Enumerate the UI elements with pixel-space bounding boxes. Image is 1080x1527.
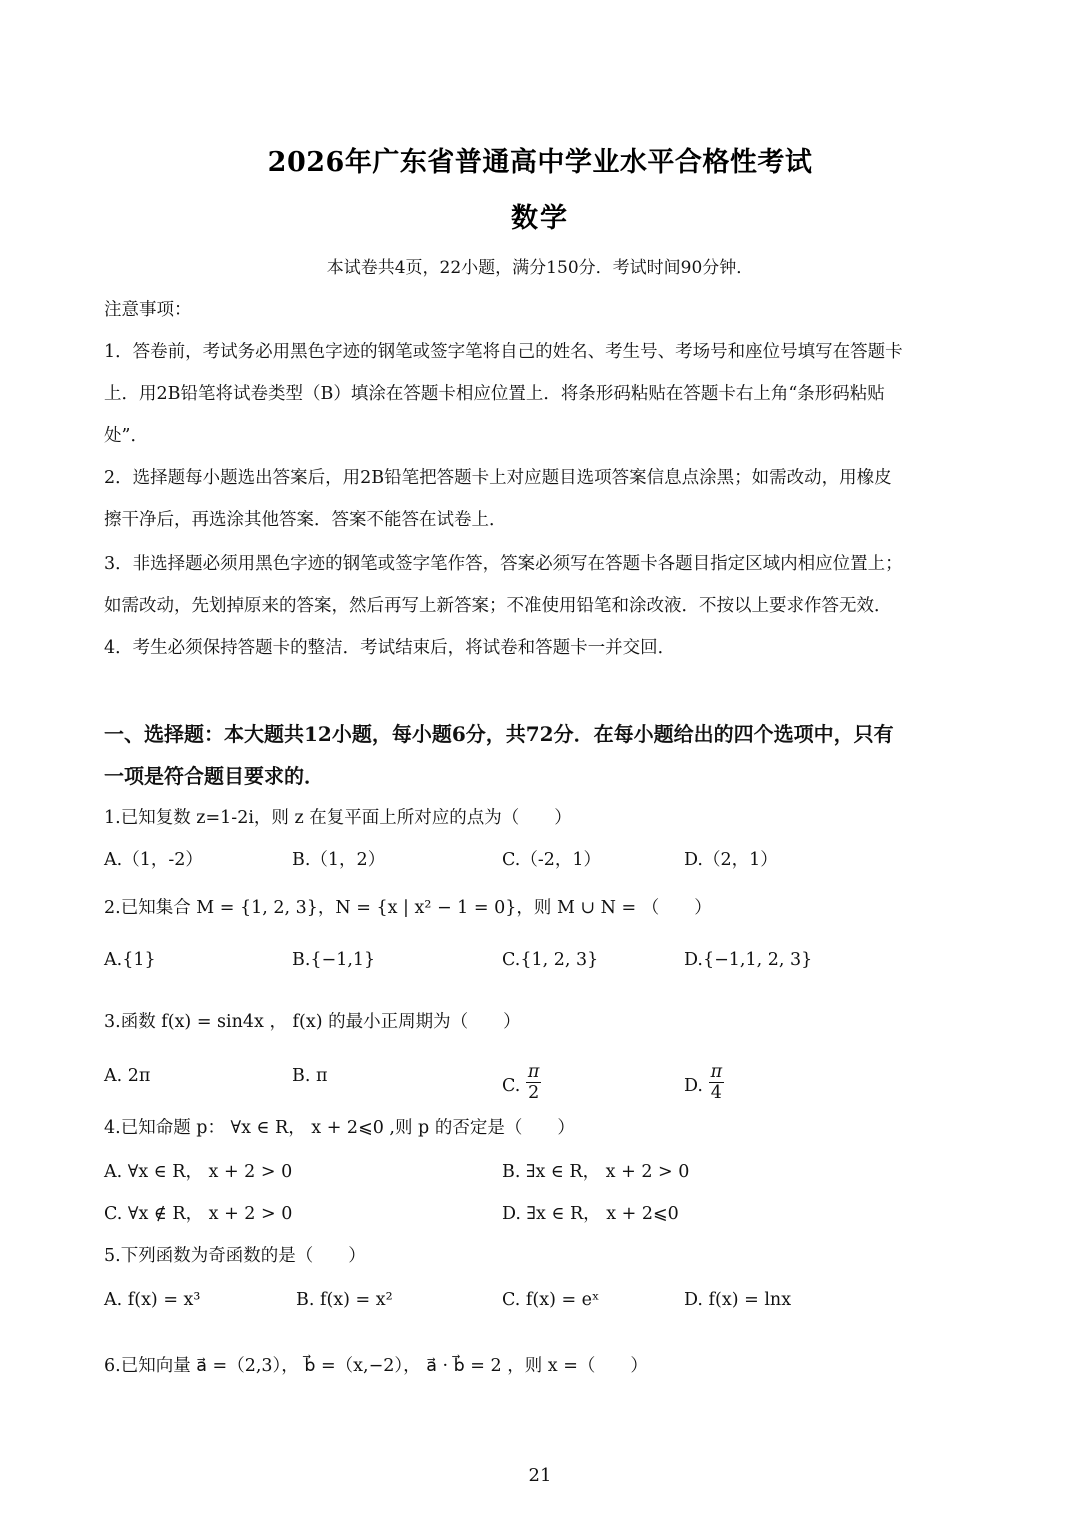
- q4-option-b: B. ∃x ∈ R， x + 2 > 0: [502, 1162, 690, 1182]
- q5-option-b: B. f(x) = x²: [296, 1290, 393, 1310]
- exam-subject: 数学: [511, 203, 569, 234]
- q1-option-c: C.（-2，1）: [502, 850, 602, 870]
- fraction-denominator: 4: [710, 1083, 722, 1103]
- question-5-stem: 5.下列函数为奇函数的是（ ）: [104, 1246, 366, 1266]
- q3-option-c-label: C.: [502, 1076, 521, 1096]
- question-3-stem: 3.函数 f(x) = sin4x ， f(x) 的最小正周期为（ ）: [104, 1012, 521, 1032]
- q2-option-b: B.{−1,1}: [292, 950, 376, 970]
- q3-option-c: [502, 1062, 541, 1107]
- notice-line: 4．考生必须保持答题卡的整洁．考试结束后，将试卷和答题卡一并交回．: [104, 638, 676, 658]
- notice-line: 1．答卷前，考试务必用黑色字迹的钢笔或签字笔将自己的姓名、考生号、考场号和座位号填写在答题卡: [104, 342, 903, 362]
- exam-title: 2026年广东省普通高中学业水平合格性考试: [267, 147, 813, 178]
- q5-option-a: A. f(x) = x³: [104, 1290, 201, 1310]
- q5-option-c: C. f(x) = eˣ: [502, 1290, 600, 1310]
- notice-line: 处”．: [104, 426, 148, 446]
- q2-option-c: C.{1, 2, 3}: [502, 950, 599, 970]
- fraction: [526, 1062, 542, 1103]
- fraction: [709, 1062, 725, 1103]
- q5-option-d: D. f(x) = lnx: [684, 1290, 792, 1310]
- q3-option-b: B. π: [292, 1066, 328, 1086]
- fraction-numerator: π: [710, 1062, 723, 1082]
- q1-option-d: D.（2，1）: [684, 850, 778, 870]
- q3-option-a: A. 2π: [104, 1066, 151, 1086]
- question-1-stem: 1.已知复数 z=1-2i，则 z 在复平面上所对应的点为（ ）: [104, 808, 572, 828]
- fraction-numerator: π: [527, 1062, 540, 1082]
- q1-option-b: B.（1，2）: [292, 850, 386, 870]
- q1-option-a: A.（1，-2）: [104, 850, 203, 870]
- section-heading: 一、选择题：本大题共12小题，每小题6分，共72分．在每小题给出的四个选项中，只有: [104, 722, 894, 746]
- q4-option-c: C. ∀x ∉ R， x + 2 > 0: [104, 1204, 293, 1224]
- notice-line: 如需改动，先划掉原来的答案，然后再写上新答案；不准使用铅笔和涂改液．不按以上要求作答无效．: [104, 596, 892, 616]
- q2-option-d: D.{−1,1, 2, 3}: [684, 950, 813, 970]
- notice-line: 擦干净后，再选涂其他答案．答案不能答在试卷上．: [104, 510, 507, 530]
- notice-line: 2．选择题每小题选出答案后，用2B铅笔把答题卡上对应题目选项答案信息点涂黑；如需改动，用橡皮: [104, 468, 892, 488]
- section-heading: 一项是符合题目要求的．: [104, 764, 324, 788]
- q3-option-d-label: D.: [684, 1076, 703, 1096]
- question-6-stem: 6.已知向量 a⃗ =（2,3）， b⃗ =（x,−2）， a⃗ · b⃗ = 2 ，则 x =（ ）: [104, 1356, 648, 1376]
- q4-option-d: D. ∃x ∈ R， x + 2⩽0: [502, 1204, 679, 1224]
- notice-heading: 注意事项：: [104, 300, 192, 320]
- notice-line: 上．用2B铅笔将试卷类型（B）填涂在答题卡相应位置上．将条形码粘贴在答题卡右上角“条形码粘贴: [104, 384, 885, 404]
- notice-line: 3．非选择题必须用黑色字迹的钢笔或签字笔作答，答案必须写在答题卡各题目指定区域内相应位置上；: [104, 554, 903, 574]
- exam-intro: 本试卷共4页，22小题，满分150分．考试时间90分钟．: [326, 258, 754, 278]
- page-number: 21: [528, 1465, 552, 1486]
- question-2-stem: 2.已知集合 M = {1, 2, 3}，N = {x | x² − 1 = 0}，则 M ∪ N = （ ）: [104, 898, 712, 918]
- question-4-stem: 4.已知命题 p： ∀x ∈ R， x + 2⩽0 ,则 p 的否定是（ ）: [104, 1118, 575, 1138]
- q3-option-d: [684, 1062, 724, 1107]
- fraction-denominator: 2: [528, 1083, 540, 1103]
- q2-option-a: A.{1}: [104, 950, 156, 970]
- q4-option-a: A. ∀x ∈ R， x + 2 > 0: [104, 1162, 293, 1182]
